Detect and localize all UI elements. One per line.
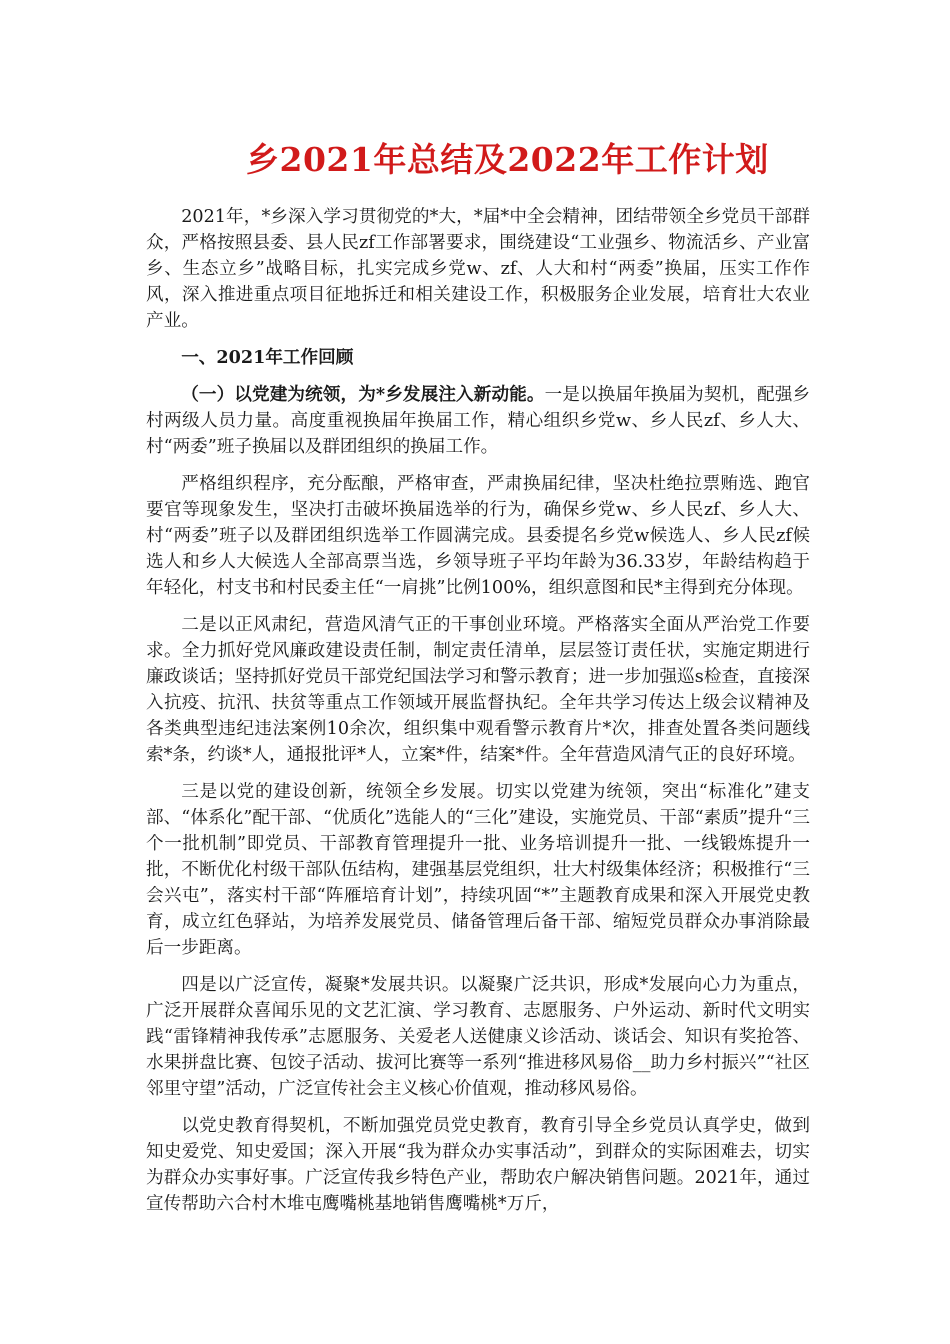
document-title: 乡2021年总结及2022年工作计划 (246, 140, 769, 179)
section-heading-review: 一、2021年工作回顾 (181, 347, 354, 368)
publicity-paragraph: 四是以广泛宣传，凝聚*发展共识。以凝聚广泛共识，形成*发展向心力为重点，广泛开展群众喜闻乐见的文艺汇演、学习教育、志愿服务、户外运动、新时代文明实践“雷锋精神我传承”志愿服务、关爱老人送健康义诊活动、谈话会、知识有奖抢答、水果拼盘比赛、包饺子活动、拔河比赛等一系列“推进移风易俗__助力乡村振兴”“社区邻里守望”活动，广泛宣传社会主义核心价值观，推动移风易俗。 (146, 975, 810, 1099)
innovation-paragraph: 三是以党的建设创新，统领全乡发展。切实以党建为统领，突出“标准化”建支部、“体系化”配干部、“优质化”选能人的“三化”建设，实施党员、干部“素质”提升“三个一批机制”即党员、干部教育管理提升一批、业务培训提升一批、一线锻炼提升一批，不断优化村级干部队伍结构，建强基层党组织，壮大村级集体经济；积极推行“三会兴屯”，落实村干部“阵雁培育计划”，持续巩固“*”主题教育成果和深入开展党史教育，成立红色驿站，为培养发展党员、储备管理后备干部、缩短党员群众办事消除最后一步距离。 (146, 782, 810, 958)
election-paragraph: 严格组织程序，充分酝酿，严格审查，严肃换届纪律，坚决杜绝拉票贿选、跑官要官等现象发生，坚决打击破坏换届选举的行为，确保乡党w、乡人民zf、乡人大、村“两委”班子以及群团组织选举工作圆满完成。县委提名乡党w候选人、乡人民zf候选人和乡人大候选人全部高票当选，乡领导班子平均年龄为36.33岁，年龄结构趋于年轻化，村支书和村民委主任“一肩挑”比例100%，组织意图和民*主得到充分体现。 (146, 474, 810, 598)
subsection-lead: （一）以党建为统领，为*乡发展注入新动能。 (181, 384, 545, 405)
subsection-party-building (146, 382, 810, 460)
discipline-paragraph: 二是以正风肃纪，营造风清气正的干事创业环境。严格落实全面从严治党工作要求。全力抓好党风廉政建设责任制，制定责任清单，层层签订责任状，实施定期进行廉政谈话；坚持抓好党员干部党纪国法学习和警示教育；进一步加强巡s检查，直接深入抗疫、抗汛、扶贫等重点工作领域开展监督执纪。全年共学习传达上级会议精神及各类典型违纪违法案例10余次，组织集中观看警示教育片*次，排查处置各类问题线索*条，约谈*人，通报批评*人，立案*件，结案*件。全年营造风清气正的良好环境。 (146, 615, 810, 765)
party-history-paragraph: 以党史教育得契机，不断加强党员党史教育，教育引导全乡党员认真学史，做到知史爱党、知史爱国；深入开展“我为群众办实事活动”，到群众的实际困难去，切实为群众办实事好事。广泛宣传我乡特色产业，帮助农户解决销售问题。2021年，通过宣传帮助六合村木堆屯鹰嘴桃基地销售鹰嘴桃*万斤， (146, 1116, 810, 1214)
subsection-text: 一是以换届年换届为契机，配强乡村两级人员力量。高度重视换届年换届工作，精心组织乡党w、乡人民zf、乡人大、村“两委”班子换届以及群团组织的换届工作。 (146, 385, 810, 457)
intro-paragraph: 2021年，*乡深入学习贯彻党的*大，*届*中全会精神，团结带领全乡党员干部群众，严格按照县委、县人民zf工作部署要求，围绕建设“工业强乡、物流活乡、产业富乡、生态立乡”战略目标，扎实完成乡党w、zf、人大和村“两委”换届，压实工作作风，深入推进重点项目征地拆迁和相关建设工作，积极服务企业发展，培育壮大农业产业。 (146, 207, 810, 331)
